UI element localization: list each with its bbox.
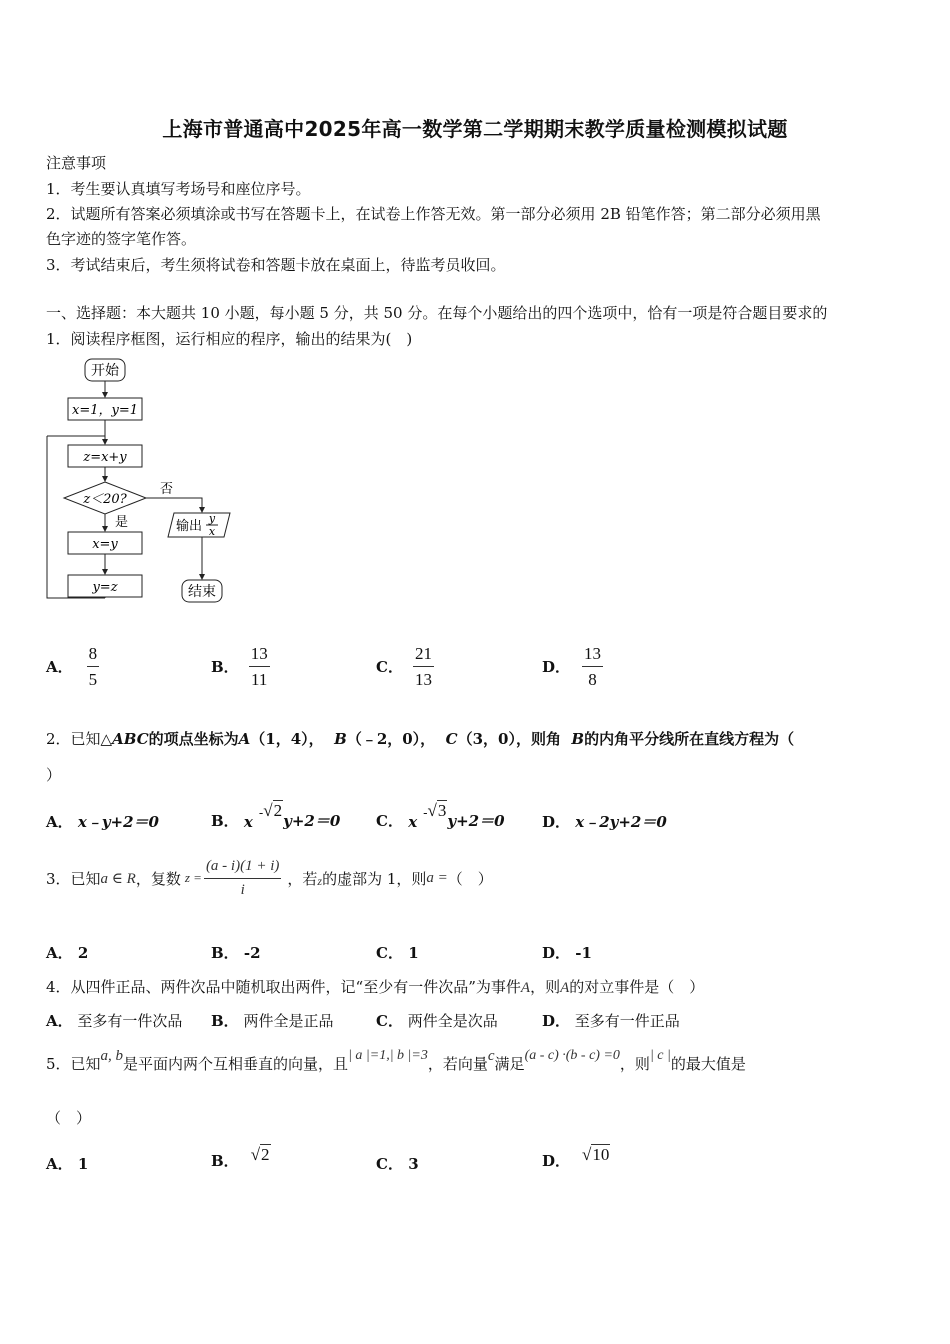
q1-option-d-fraction: $\frac{13}{8}$ — [584, 643, 602, 689]
flow-output-num: y — [208, 512, 216, 525]
q1-option-a-label: A． — [46, 657, 73, 676]
notice-item-2-cont: 色字迹的签字笔作答。 — [46, 230, 197, 248]
flow-output-label: 输出 — [176, 519, 203, 534]
q3-option-a[interactable]: A． 2 — [46, 944, 89, 962]
flow-sum-label: z=x+y — [83, 450, 127, 465]
q1-option-b[interactable] — [211, 640, 270, 692]
q3-option-d[interactable]: D． -1 — [542, 944, 592, 962]
q2-option-b[interactable]: B． x - √2 y+2＝0 — [211, 801, 341, 831]
q3-stem: 3．已知 a ∈ R ，复数 z = $\frac{(a - i)(1 + i)}{i}$ ，若 z 的虚部为 1，则 a = （ ） — [46, 857, 493, 898]
q5-option-b[interactable]: B． √2 — [211, 1145, 270, 1170]
notice-heading: 注意事项 — [46, 154, 107, 172]
flow-cond-label: z＜20? — [83, 492, 127, 507]
q5-option-c[interactable]: C． 3 — [376, 1155, 419, 1173]
flow-end-label: 结束 — [188, 584, 216, 600]
q2-option-c[interactable]: C． x - √3 y+2＝0 — [376, 801, 505, 831]
q1-option-d-label: D． — [542, 657, 571, 676]
q3-option-c[interactable]: C． 1 — [376, 944, 419, 962]
flow-yes-label: 是 — [115, 515, 129, 530]
flowchart — [40, 355, 240, 617]
notice-item-3: 3．考试结束后，考生须将试卷和答题卡放在桌面上，待监考员收回。 — [46, 256, 506, 274]
page-title: 上海市普通高中2025年高一数学第二学期期末教学质量检测模拟试题 — [162, 117, 788, 141]
q4-stem: 4．从四件正品、两件次品中随机取出两件，记“至少有一件次品”为事件A，则A的对立事件是（ ） — [46, 978, 705, 996]
q5-option-a[interactable]: A． 1 — [46, 1155, 89, 1173]
q4-option-b[interactable]: B． 两件全是正品 — [211, 1012, 334, 1030]
q5-option-b-sqrt: √2 — [250, 1145, 270, 1164]
flow-no-label: 否 — [160, 482, 174, 497]
q3-option-b[interactable]: B． -2 — [211, 944, 261, 962]
q1-option-c-label: C． — [376, 657, 403, 676]
q5-option-d[interactable]: D． √10 — [542, 1145, 610, 1170]
notice-item-2: 2．试题所有答案必须填涂或书写在答题卡上，在试卷上作答无效。第一部分必须用 2B 铅笔作答；第二部分必须用黑 — [46, 205, 821, 223]
q1-option-a-fraction: $\frac{8}{5}$ — [88, 643, 98, 689]
flow-assign1-label: x=y — [92, 537, 118, 552]
q1-stem: 1．阅读程序框图，运行相应的程序，输出的结果为( ) — [46, 330, 413, 348]
flow-init-label: x=1，y=1 — [71, 403, 139, 418]
q1-option-d[interactable] — [542, 640, 603, 692]
q5-paren: （ ） — [46, 1109, 92, 1127]
q4-option-a[interactable]: A． 至多有一件次品 — [46, 1012, 183, 1030]
q4-option-d[interactable]: D． 至多有一件正品 — [542, 1012, 680, 1030]
q3-fraction: $\frac{(a - i)(1 + i)}{i}$ — [205, 857, 280, 898]
flow-output-den: x — [208, 525, 216, 538]
q2-option-c-sqrt: √3 — [427, 801, 447, 820]
q1-option-b-label: B． — [211, 657, 239, 676]
q2-stem-close: ） — [46, 766, 62, 784]
q2-option-b-sqrt: √2 — [263, 801, 283, 820]
q4-option-c[interactable]: C． 两件全是次品 — [376, 1012, 498, 1030]
q1-option-b-fraction: $\frac{13}{11}$ — [250, 643, 268, 689]
q2-option-d[interactable]: D． x﹣2y+2＝0 — [542, 813, 667, 831]
flow-assign2-label: y=z — [92, 580, 118, 595]
q1-option-c[interactable] — [376, 640, 434, 692]
flow-start-label: 开始 — [91, 363, 119, 379]
section-heading: 一、选择题：本大题共 10 小题，每小题 5 分，共 50 分。在每个小题给出的四个选项中，恰有一项是符合题目要求的 — [46, 304, 828, 322]
q1-option-c-fraction: $\frac{21}{13}$ — [414, 643, 432, 689]
q2-stem: 2．已知△ABC的项点坐标为A（1，4）， B（﹣2，0）， C（3，0），则角 B的内角平分线所在直线方程为（ — [46, 730, 795, 748]
q1-option-a[interactable] — [46, 640, 99, 692]
q5-stem: 5．已知 a, b 是平面内两个互相垂直的向量，且 | a |=1,| b |=3 ，若向量 c 满足 (a - c) ·(b - c) =0 ，则 | c | 的最大值是 — [46, 1047, 746, 1073]
q2-option-a[interactable]: A． x﹣y+2＝0 — [46, 813, 159, 831]
notice-item-1: 1．考生要认真填写考场号和座位序号。 — [46, 180, 311, 198]
q5-option-d-sqrt: √10 — [582, 1145, 610, 1164]
